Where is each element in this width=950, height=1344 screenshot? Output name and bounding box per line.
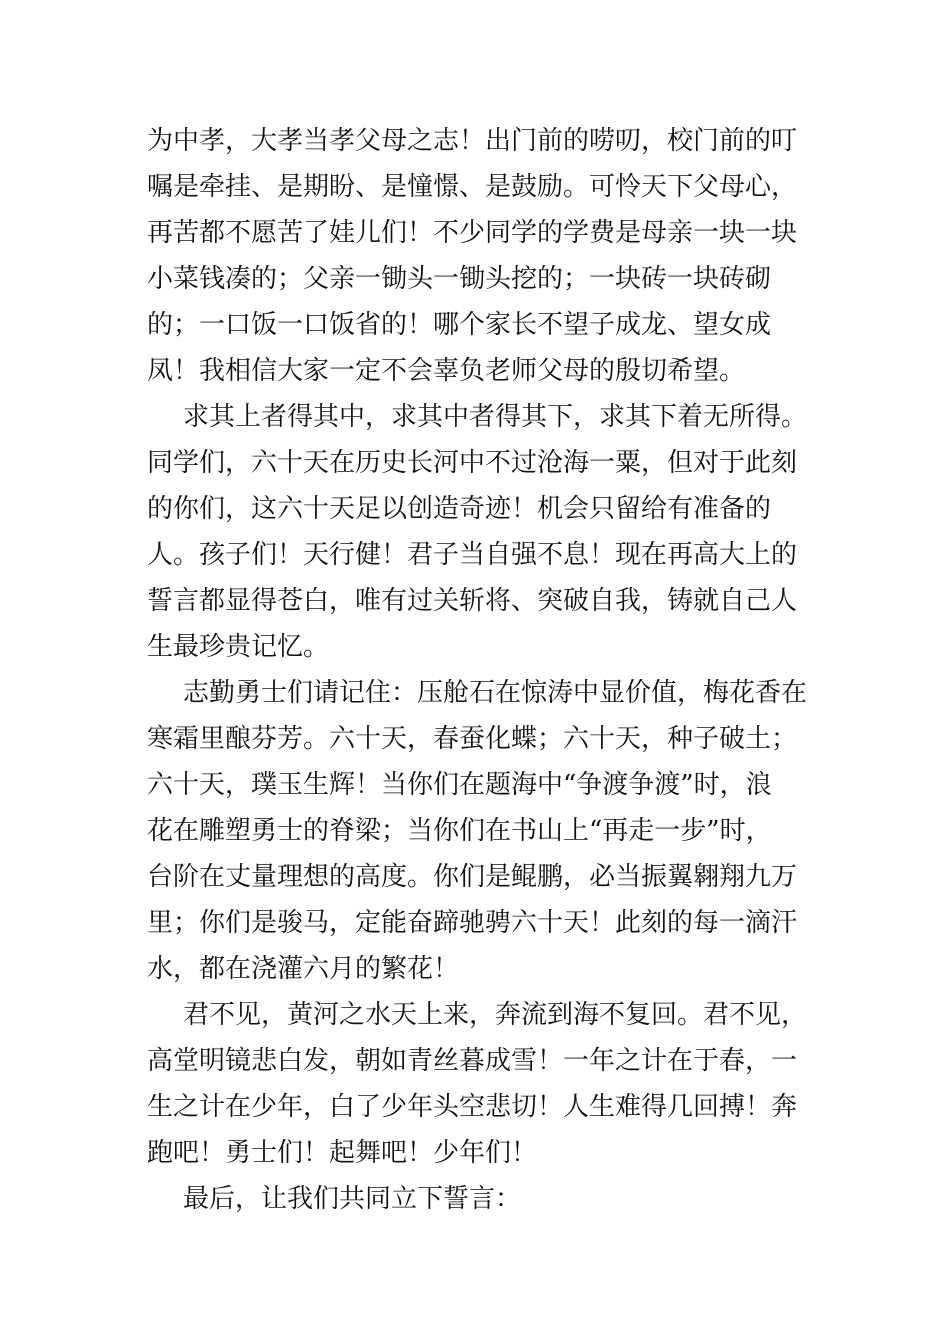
text-line: 最后，让我们共同立下誓言： (183, 1184, 522, 1214)
text-line: 跑吧！勇士们！起舞吧！少年们！ (147, 1138, 538, 1168)
paragraph-4 (147, 992, 807, 1176)
text-line: 六十天，璞玉生辉！当你们在题海中“争渡争渡”时，浪 (147, 770, 772, 800)
text-line: 的；一口饭一口饭省的！哪个家长不望子成龙、望女成 (147, 310, 772, 340)
text-line: 誓言都显得苍白，唯有过关斩将、突破自我，铸就自己人 (147, 586, 798, 616)
text-line: 为中孝，大孝当孝父母之志！出门前的唠叨，校门前的叮 (147, 126, 798, 156)
text-line: 人。孩子们！天行健！君子当自强不息！现在再高大上的 (147, 540, 798, 570)
text-line: 凤！我相信大家一定不会辜负老师父母的殷切希望。 (147, 356, 746, 386)
text-line: 求其上者得其中，求其中者得其下，求其下着无所得。 (183, 402, 808, 432)
text-line: 生之计在少年，白了少年头空悲切！人生难得几回搏！奔 (147, 1092, 798, 1122)
text-line: 台阶在丈量理想的高度。你们是鲲鹏，必当振翼翱翔九万 (147, 862, 798, 892)
text-line: 花在雕塑勇士的脊梁；当你们在书山上“再走一步”时， (147, 816, 772, 846)
text-line: 小菜钱凑的；父亲一锄头一锄头挖的；一块砖一块砖砌 (147, 264, 772, 294)
text-line: 水，都在浇灌六月的繁花！ (147, 954, 460, 984)
text-line: 的你们，这六十天足以创造奇迹！机会只留给有准备的 (147, 494, 772, 524)
text-line: 君不见，黄河之水天上来，奔流到海不复回。君不见， (183, 1000, 808, 1030)
paragraph-3 (147, 670, 807, 992)
text-line: 再苦都不愿苦了娃儿们！不少同学的学费是母亲一块一块 (147, 218, 798, 248)
text-line: 嘱是牵挂、是期盼、是憧憬、是鼓励。可怜天下父母心， (147, 172, 798, 202)
paragraph-1 (147, 118, 807, 394)
text-line: 同学们，六十天在历史长河中不过沧海一粟，但对于此刻 (147, 448, 798, 478)
text-line: 志勤勇士们请记住：压舱石在惊涛中显价值，梅花香在 (183, 678, 808, 708)
text-line: 高堂明镜悲白发，朝如青丝暮成雪！一年之计在于春，一 (147, 1046, 798, 1076)
text-line: 里；你们是骏马，定能奋蹄驰骋六十天！此刻的每一滴汗 (147, 908, 798, 938)
text-line: 寒霜里酿芬芳。六十天，春蚕化蝶；六十天，种子破土； (147, 724, 798, 754)
document-body (147, 118, 807, 1222)
text-line: 生最珍贵记忆。 (147, 632, 330, 662)
paragraph-2 (147, 394, 807, 670)
paragraph-5 (147, 1176, 807, 1222)
